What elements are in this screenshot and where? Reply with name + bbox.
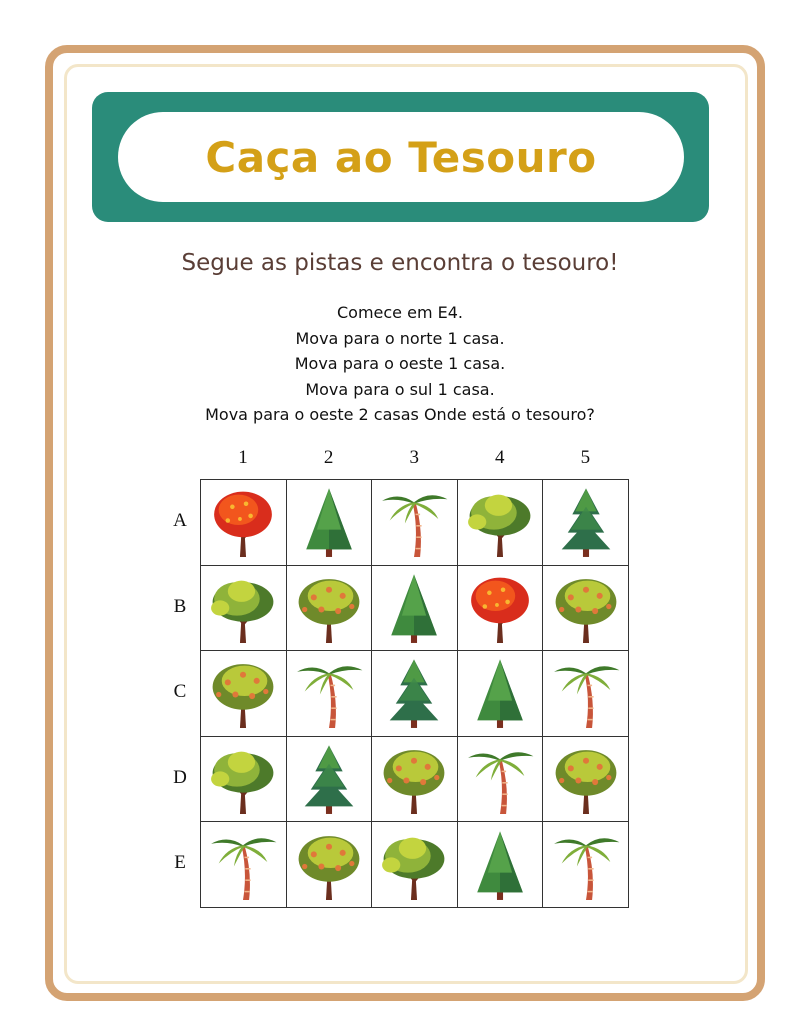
instruction-line: Mova para o oeste 2 casas Onde está o tesouro? — [205, 405, 595, 424]
grid-cell-C4 — [458, 651, 544, 737]
page-title: Caça ao Tesouro — [205, 132, 597, 182]
instruction-line: Mova para o oeste 1 casa. — [294, 354, 506, 373]
grid-cell-E5 — [543, 822, 629, 908]
grid-cell-E4 — [458, 822, 544, 908]
row-label: D — [173, 767, 187, 788]
leafy-tree-icon — [205, 741, 281, 817]
title-pill — [118, 112, 684, 202]
fruit-tree-icon — [205, 655, 281, 731]
grid-cell-D4 — [458, 737, 544, 823]
leafy-tree-icon — [376, 827, 452, 903]
column-label: 1 — [238, 447, 248, 468]
grid-cell-B2 — [287, 566, 373, 652]
red-tree-icon — [462, 570, 538, 646]
spruce-tree-icon — [291, 741, 367, 817]
grid-cell-B3 — [372, 566, 458, 652]
row-label: A — [173, 510, 187, 531]
column-label: 3 — [409, 447, 419, 468]
fruit-tree-icon — [291, 570, 367, 646]
fruit-tree-icon — [376, 741, 452, 817]
grid-cell-E3 — [372, 822, 458, 908]
grid-cell-B1 — [201, 566, 287, 652]
grid-cell-A3 — [372, 480, 458, 566]
grid-cell-D3 — [372, 737, 458, 823]
leafy-tree-icon — [462, 484, 538, 560]
pine-tree-icon — [291, 484, 367, 560]
column-label: 4 — [495, 447, 505, 468]
fruit-tree-icon — [548, 741, 624, 817]
instruction-line: Mova para o norte 1 casa. — [295, 328, 505, 348]
grid-cell-B5 — [543, 566, 629, 652]
palm-tree-icon — [205, 827, 281, 903]
palm-tree-icon — [548, 655, 624, 731]
pine-tree-icon — [462, 827, 538, 903]
spruce-tree-icon — [376, 655, 452, 731]
spruce-tree-icon — [548, 484, 624, 560]
grid-cell-C5 — [543, 651, 629, 737]
palm-tree-icon — [376, 484, 452, 560]
leafy-tree-icon — [205, 570, 281, 646]
palm-tree-icon — [548, 827, 624, 903]
column-label: 5 — [580, 447, 591, 468]
row-label: C — [173, 681, 187, 702]
grid-cell-A4 — [458, 480, 544, 566]
grid-cell-D2 — [287, 737, 373, 823]
red-tree-icon — [205, 484, 281, 560]
row-label: E — [174, 852, 186, 873]
tree-grid — [200, 479, 629, 908]
grid-cell-C3 — [372, 651, 458, 737]
grid-cell-D5 — [543, 737, 629, 823]
grid-cell-A1 — [201, 480, 287, 566]
grid-cell-E1 — [201, 822, 287, 908]
pine-tree-icon — [376, 570, 452, 646]
palm-tree-icon — [462, 741, 538, 817]
instruction-line: Mova para o sul 1 casa. — [305, 379, 495, 399]
fruit-tree-icon — [548, 570, 624, 646]
column-label: 2 — [323, 447, 334, 468]
instructions — [0, 300, 800, 428]
palm-tree-icon — [291, 655, 367, 731]
pine-tree-icon — [462, 655, 538, 731]
grid-cell-A5 — [543, 480, 629, 566]
instruction-line: Comece em E4. — [336, 303, 463, 322]
grid-cell-A2 — [287, 480, 373, 566]
grid-cell-E2 — [287, 822, 373, 908]
fruit-tree-icon — [291, 827, 367, 903]
grid-cell-C1 — [201, 651, 287, 737]
subtitle: Segue as pistas e encontra o tesouro! — [181, 250, 619, 276]
grid-cell-B4 — [458, 566, 544, 652]
grid-cell-D1 — [201, 737, 287, 823]
grid-cell-C2 — [287, 651, 373, 737]
row-label: B — [173, 596, 187, 617]
